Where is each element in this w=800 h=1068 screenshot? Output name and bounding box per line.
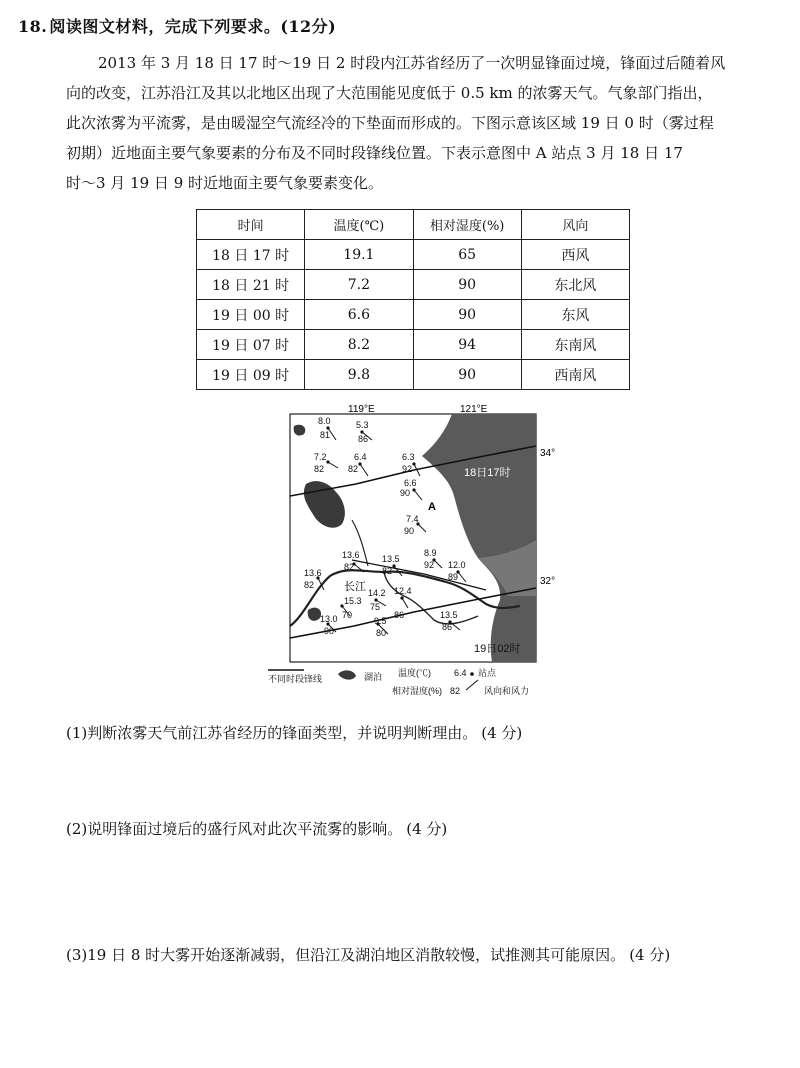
svg-text:7.4: 7.4 (406, 514, 419, 524)
table-header-wind: 风向 (521, 210, 629, 240)
question-title (18, 14, 336, 37)
svg-text:90: 90 (404, 526, 415, 536)
sub-question-1 (66, 722, 522, 743)
table-row (197, 300, 630, 330)
table-cell: 东南风 (521, 330, 629, 360)
weather-map-svg (264, 400, 564, 706)
legend-sample-humidity: 82 (450, 686, 461, 696)
legend-station-dot (470, 672, 474, 676)
legend-wind-label: 风向和风力 (484, 686, 530, 696)
svg-text:13.6: 13.6 (342, 550, 360, 560)
material-paragraph (66, 48, 766, 198)
svg-text:12.0: 12.0 (448, 560, 466, 570)
svg-text:80: 80 (376, 628, 387, 638)
table-cell: 94 (413, 330, 521, 360)
svg-text:13.6: 13.6 (304, 568, 322, 578)
svg-text:86: 86 (394, 610, 405, 620)
paragraph-line: 2013 年 3 月 18 日 17 时～19 日 2 时段内江苏省经历了一次明显锋面过境，锋面过后随着风 (98, 54, 726, 72)
lon-label-119: 119°E (348, 404, 375, 415)
svg-text:12.4: 12.4 (394, 586, 412, 596)
sub-question-3 (66, 944, 670, 965)
paragraph-line: 初期）近地面主要气象要素的分布及不同时段锋线位置。下表示意图中 A 站点 3 月 18 日 17 (66, 144, 683, 162)
svg-text:82: 82 (348, 464, 359, 474)
lat-label-34: 34° (540, 448, 556, 459)
table-cell: 19 日 09 时 (197, 360, 305, 390)
legend-humidity-label: 相对湿度(%) (392, 686, 442, 696)
table-row (197, 240, 630, 270)
table-cell: 6.6 (305, 300, 413, 330)
station-a-label: A (428, 501, 436, 513)
svg-text:86: 86 (358, 434, 369, 444)
table-row (197, 330, 630, 360)
river-label: 长江 (344, 581, 366, 593)
table-cell: 8.2 (305, 330, 413, 360)
svg-text:82: 82 (344, 562, 355, 572)
table-cell: 65 (413, 240, 521, 270)
front-label-2: 19日02时 (474, 643, 521, 655)
table-cell: 7.2 (305, 270, 413, 300)
table-cell: 19 日 00 时 (197, 300, 305, 330)
svg-text:92: 92 (402, 464, 413, 474)
svg-text:70: 70 (342, 610, 353, 620)
table-cell: 西南风 (521, 360, 629, 390)
table-row (197, 360, 630, 390)
svg-text:15.3: 15.3 (344, 596, 362, 606)
legend-wind-barb (466, 680, 478, 690)
table-cell: 18 日 17 时 (197, 240, 305, 270)
table-header-humidity: 相对湿度(%) (413, 210, 521, 240)
svg-text:82: 82 (382, 566, 393, 576)
weather-table (196, 209, 630, 390)
table-row (197, 270, 630, 300)
table-cell: 90 (413, 300, 521, 330)
legend-lake-label: 湖泊 (364, 672, 383, 682)
table-cell: 东风 (521, 300, 629, 330)
svg-text:82: 82 (304, 580, 315, 590)
paragraph-line: 此次浓雾为平流雾，是由暖湿空气流经冷的下垫面而形成的。下图示意该区域 19 日 0 时（雾过程 (66, 114, 714, 132)
svg-text:14.2: 14.2 (368, 588, 386, 598)
svg-text:8.9: 8.9 (424, 548, 437, 558)
table-cell: 西风 (521, 240, 629, 270)
table-cell: 9.8 (305, 360, 413, 390)
svg-text:75: 75 (370, 602, 381, 612)
svg-text:82: 82 (314, 464, 325, 474)
svg-text:90: 90 (324, 626, 335, 636)
lon-label-121: 121°E (460, 404, 488, 415)
svg-text:92: 92 (424, 560, 435, 570)
paragraph-line: 向的改变，江苏沿江及其以北地区出现了大范围能见度低于 0.5 km 的浓雾天气。气象部门指出， (66, 84, 713, 102)
svg-text:13.5: 13.5 (440, 610, 458, 620)
svg-text:8.0: 8.0 (318, 416, 331, 426)
sub-question-text: (2)说明锋面过境后的盛行风对此次平流雾的影响。 (66, 820, 403, 838)
table-cell: 90 (413, 360, 521, 390)
sub-question-score: (4 分) (406, 820, 448, 838)
table-cell: 90 (413, 270, 521, 300)
svg-text:81: 81 (320, 430, 331, 440)
svg-text:6.6: 6.6 (404, 478, 417, 488)
table-header-temp: 温度(℃) (305, 210, 413, 240)
svg-text:5.3: 5.3 (356, 420, 369, 430)
table-header-row (197, 210, 630, 240)
paragraph-line: 时～3 月 19 日 9 时近地面主要气象要素变化。 (66, 174, 384, 192)
legend-front-line-label: 不同时段锋线 (268, 674, 323, 684)
table-cell: 18 日 21 时 (197, 270, 305, 300)
sub-question-score: (4 分) (481, 724, 523, 742)
sub-question-score: (4 分) (629, 946, 671, 964)
sub-question-2 (66, 818, 447, 839)
svg-text:9.5: 9.5 (374, 616, 387, 626)
svg-text:86: 86 (442, 622, 453, 632)
svg-text:6.3: 6.3 (402, 452, 415, 462)
legend-temperature-label: 温度(℃) (398, 668, 431, 678)
svg-text:89: 89 (448, 572, 459, 582)
svg-text:90: 90 (400, 488, 411, 498)
legend-sample-temp: 6.4 (454, 668, 467, 678)
map-legend (268, 667, 529, 696)
sub-question-text: (3)19 日 8 时大雾开始逐渐减弱，但沿江及湖泊地区消散较慢，试推测其可能原因。 (66, 946, 626, 964)
front-label-1: 18日17时 (464, 467, 511, 479)
weather-map (264, 400, 564, 706)
lat-label-32: 32° (540, 576, 556, 587)
svg-text:6.4: 6.4 (354, 452, 367, 462)
sub-question-text: (1)判断浓雾天气前江苏省经历的锋面类型，并说明判断理由。 (66, 724, 478, 742)
legend-lake-icon (338, 670, 356, 679)
svg-text:13.5: 13.5 (382, 554, 400, 564)
legend-station-label: 站点 (478, 668, 497, 678)
table-header-time: 时间 (197, 210, 305, 240)
question-title-text: 阅读图文材料，完成下列要求。(12分) (49, 17, 337, 36)
table-cell: 东北风 (521, 270, 629, 300)
svg-text:7.2: 7.2 (314, 452, 327, 462)
question-number: 18. (18, 17, 48, 36)
table-cell: 19 日 07 时 (197, 330, 305, 360)
svg-text:13.0: 13.0 (320, 614, 338, 624)
table-cell: 19.1 (305, 240, 413, 270)
